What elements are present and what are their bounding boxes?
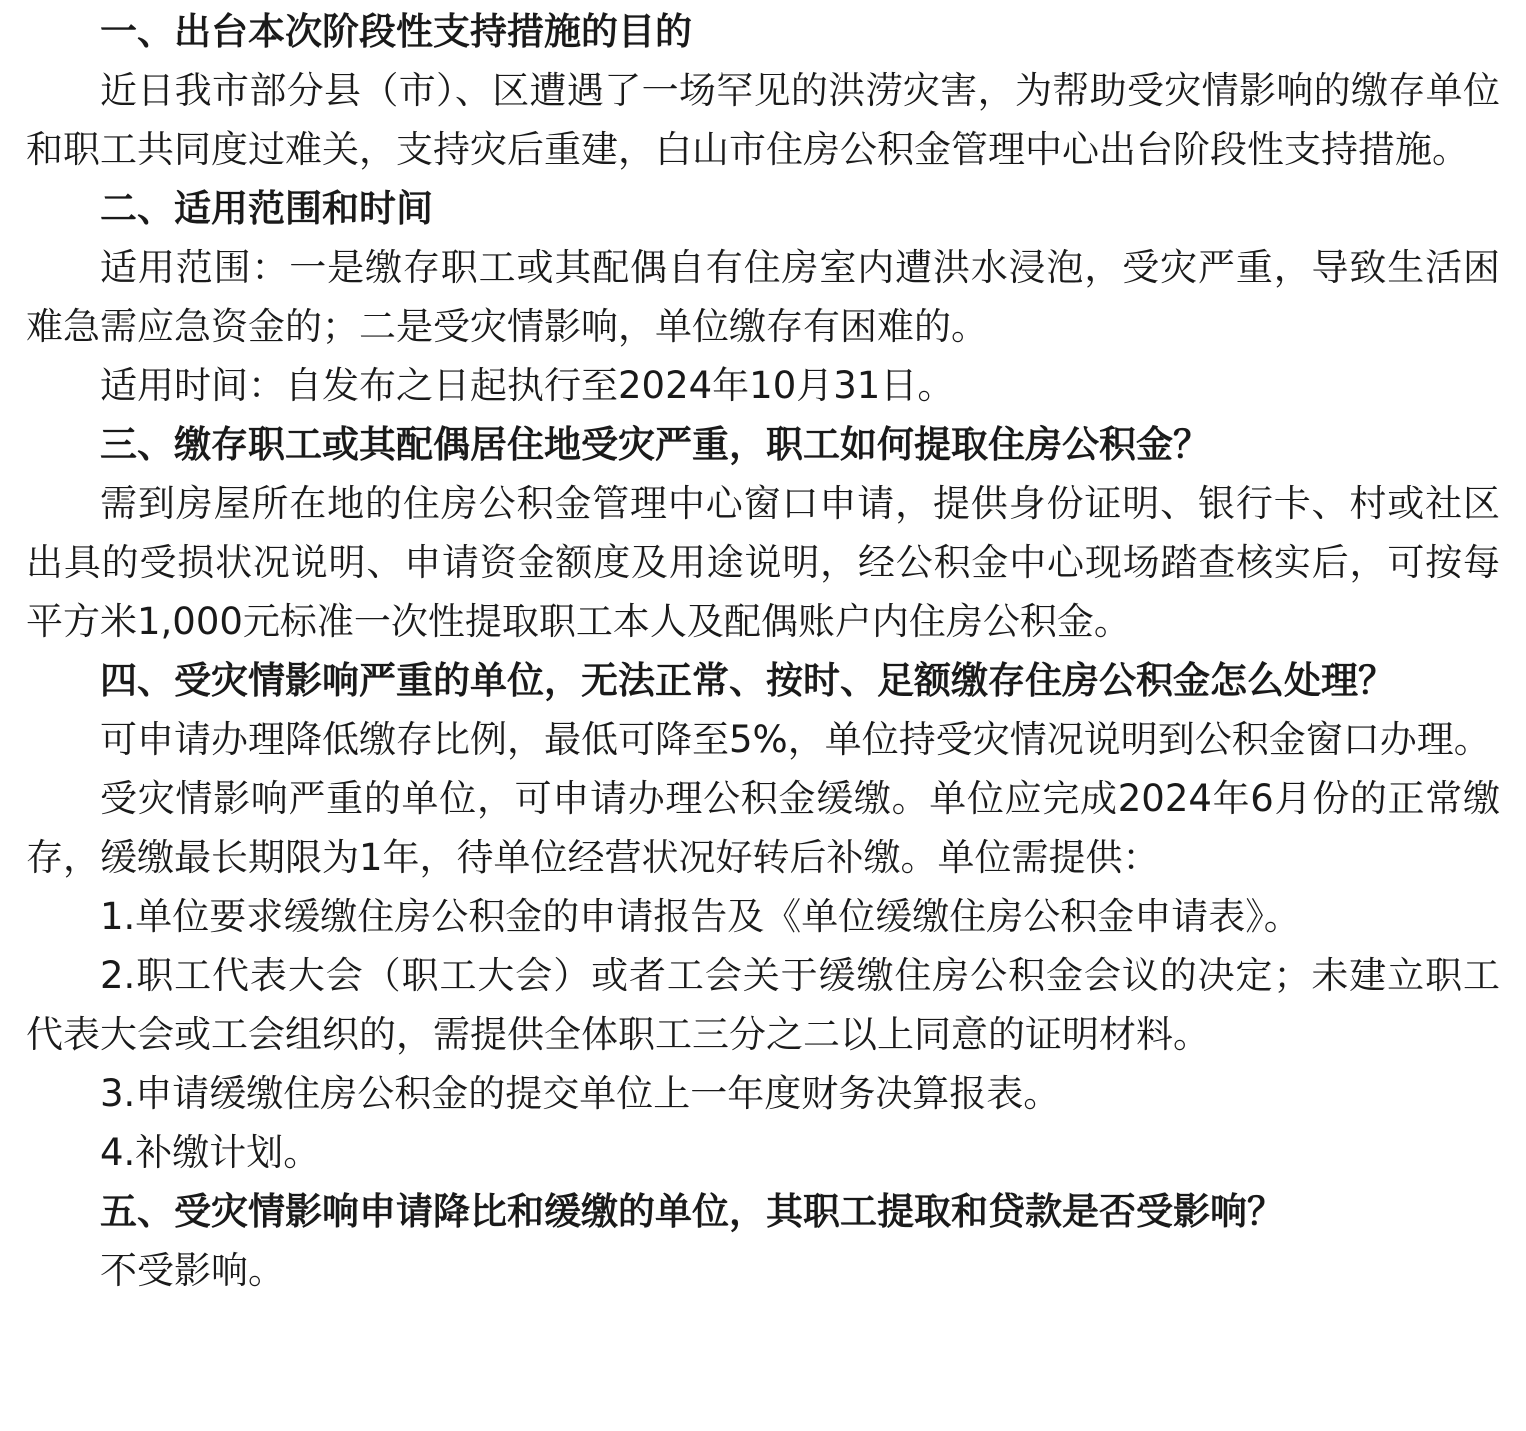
section-heading-4: 四、受灾情影响严重的单位，无法正常、按时、足额缴存住房公积金怎么处理？: [100, 659, 1395, 702]
list-item-2: 2.职工代表大会（职工大会）或者工会关于缓缴住房公积金会议的决定；未建立职工代表大会或工会组织的，需提供全体职工三分之二以上同意的证明材料。: [26, 954, 1500, 1056]
paragraph-time: 适用时间：自发布之日起执行至2024年10月31日。: [100, 364, 955, 407]
section-heading-3: 三、缴存职工或其配偶居住地受灾严重，职工如何提取住房公积金？: [100, 423, 1210, 466]
list-item-3: 3.申请缓缴住房公积金的提交单位上一年度财务决算报表。: [100, 1072, 1061, 1115]
paragraph-scope: 适用范围：一是缴存职工或其配偶自有住房室内遭洪水浸泡，受灾严重，导致生活困难急需应急资金的；二是受灾情影响，单位缴存有困难的。: [26, 246, 1500, 348]
paragraph-reduce-ratio: 可申请办理降低缴存比例，最低可降至5%，单位持受灾情况说明到公积金窗口办理。: [100, 718, 1491, 761]
list-item-4: 4.补缴计划。: [100, 1131, 321, 1174]
paragraph-withdrawal: 需到房屋所在地的住房公积金管理中心窗口申请，提供身份证明、银行卡、村或社区出具的受损状况说明、申请资金额度及用途说明，经公积金中心现场踏查核实后，可按每平方米1,000元标准一次性提取职工本人及配偶账户内住房公积金。: [26, 482, 1500, 643]
section-heading-1: 一、出台本次阶段性支持措施的目的: [100, 10, 692, 53]
section-heading-5: 五、受灾情影响申请降比和缓缴的单位，其职工提取和贷款是否受影响？: [100, 1190, 1284, 1233]
section-heading-2: 二、适用范围和时间: [100, 187, 433, 230]
paragraph-purpose: 近日我市部分县（市）、区遭遇了一场罕见的洪涝灾害，为帮助受灾情影响的缴存单位和职工共同度过难关，支持灾后重建，白山市住房公积金管理中心出台阶段性支持措施。: [26, 69, 1500, 171]
list-item-1: 1.单位要求缓缴住房公积金的申请报告及《单位缓缴住房公积金申请表》。: [100, 895, 1301, 938]
paragraph-no-impact: 不受影响。: [100, 1249, 285, 1292]
paragraph-deferral: 受灾情影响严重的单位，可申请办理公积金缓缴。单位应完成2024年6月份的正常缴存，缓缴最长期限为1年，待单位经营状况好转后补缴。单位需提供：: [26, 777, 1500, 879]
